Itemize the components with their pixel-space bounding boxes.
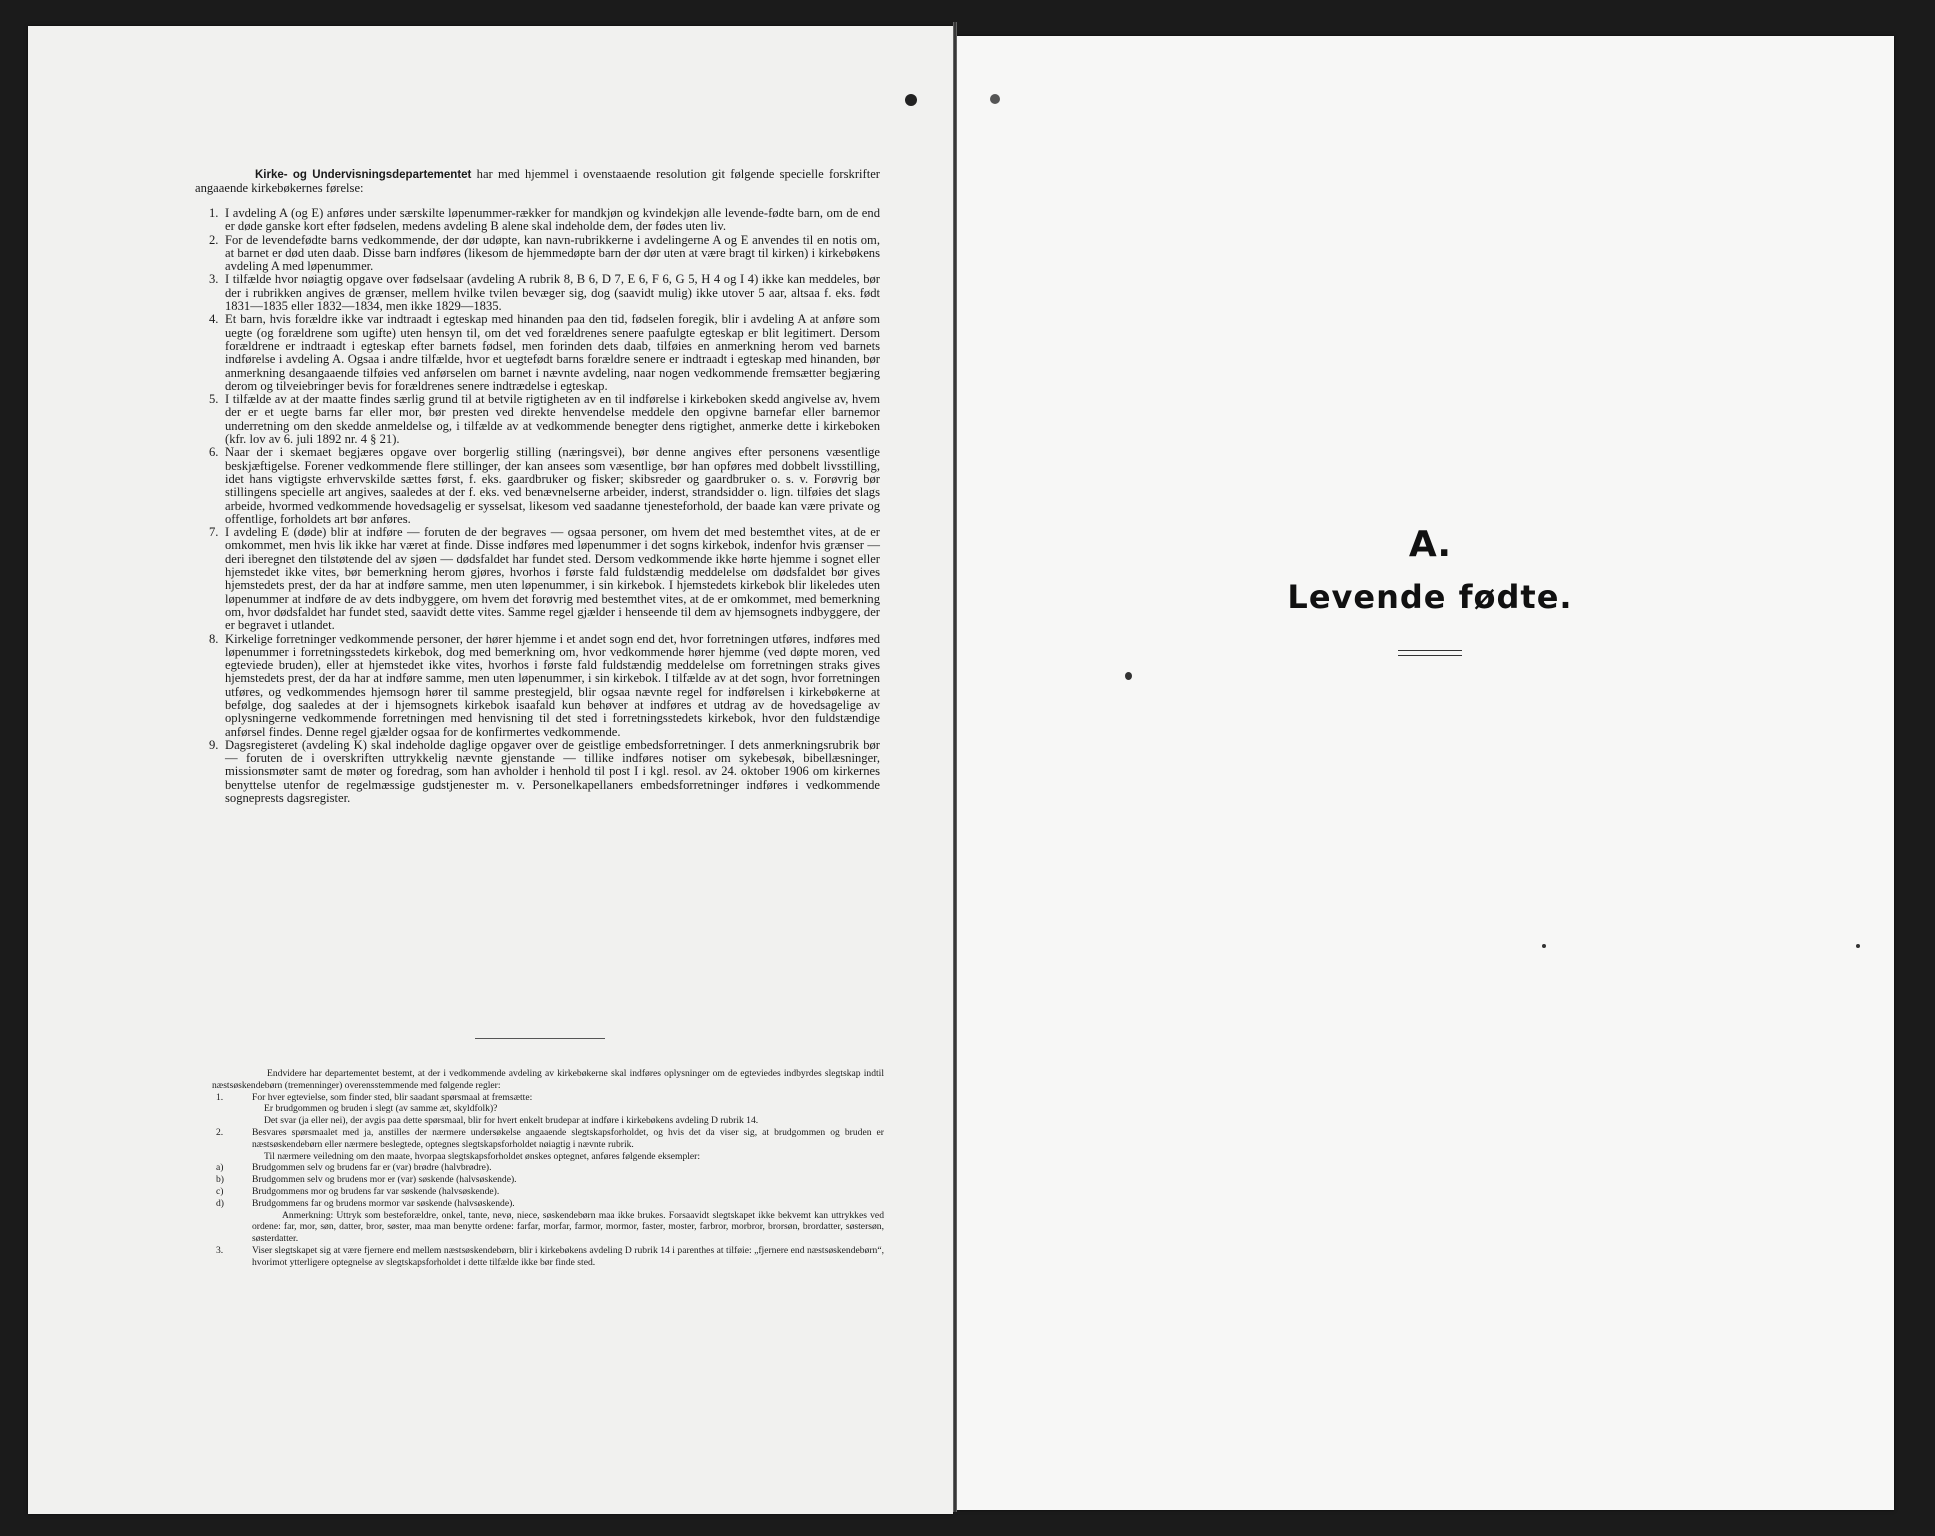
rule-text: I avdeling A (og E) anføres under særskilte løpenummer-rækker for mandkjøn og kvindekjøn alle levende-fødte barn, om de end er døde ganske kort efter fødselen, medens avdeling B alene skal indeholde dem, der fødes uten liv. <box>225 206 880 234</box>
ink-speck <box>1125 672 1132 680</box>
binding-hole-right <box>990 94 1000 104</box>
kinship-answer-note: Det svar (ja eller nei), der avgis paa dette spørsmaal, blir for hvert enkelt brudepar at indføre i kirkebøkens avdeling D rubrik 14. <box>264 1115 759 1127</box>
example-letter: b) <box>216 1174 224 1186</box>
rule-number: 7. <box>209 525 219 540</box>
kinship-examples-intro: Til nærmere veiledning om den maate, hvorpaa slegtskapsforholdet ønskes optegnet, anføres følgende eksempler: <box>264 1150 701 1162</box>
rule-item <box>195 633 880 739</box>
rule-number: 8. <box>209 631 219 646</box>
kinship-example <box>212 1186 884 1198</box>
rule-item <box>195 446 880 526</box>
title-underline <box>1398 650 1462 651</box>
intro-paragraph <box>195 168 880 196</box>
rule-number: 1. <box>209 206 219 220</box>
rule-item <box>195 393 880 446</box>
rules-list <box>195 207 880 805</box>
rule-text: I avdeling E (døde) blir at indføre — foruten de der begraves — ogsaa personer, om hvem det med bestemthet vites, at de er omkommet, men hvis lik ikke har været at finde. Disse indføres med løpenummer i det sogns kirkebok, indenfor hvis grænser — deri iberegnet den tilstøtende del av sjøen — dødsfaldet har fundet sted. Dersom vedkommende ikke hørte hjemme i sognet eller hjemstedet ikke vites, bør bemerkning herom gjøres, hvorhos i første fald fuldstændig meddelelse om dødsfaldet bør gives hjemstedets prest, der da har at indføre samme, men uten løpenummer, i sin kirkebok. I hjemstedets kirkebok blir likeledes uten løpenummer at indføre de av dets indbyggere, om hvem det forøvrig med bestemthet vites, at de er omkommet, med bemerkning om, hvor dødsfaldet har fundet sted, saavidt dette vites. Samme regel gjælder i henseende til dem av hjemsognets indbyggere, der er begravet i utlandet. <box>225 525 880 633</box>
section-letter: A. <box>1408 524 1452 565</box>
intro-text: har med hjemmel i ovenstaaende resolution git følgende specielle forskrifter angaaende kirkebøkernes førelse: <box>195 167 880 196</box>
kinship-rule-text: Besvares spørsmaalet med ja, anstilles der nærmere undersøkelse angaaende slegtskapsforholdet, og hvis det da viser sig, at brudgommen og bruden er næstsøskendebørn eller nærmere beslegtede, optegnes slegtskapsforholdet nøiagtig i nævnte rubrik. <box>252 1126 884 1150</box>
rule-text: Et barn, hvis forældre ikke var indtraadt i egteskap med hinanden paa den tid, fødselen foregik, blir i avdeling A at anføre som uegte (og forældrene som ugifte) uten hensyn til, om det ved forældrenes senere paafulgte egteskap er blit legitimert. Dersom forældrene er indtraadt i egteskap efter barnets fødsel, men forinden dets daab, tilføies en anmerkning herom ved barnets indførelse i avdeling A. Ogsaa i andre tilfælde, hvor et uegtefødt barns forældre senere er indtraadt i egteskap med hinanden, bør anmerkning desangaaende tilføies ved anførselen om barnet i nævnte avdeling, naar nogen vedkommende fremsætter begjæring derom og tilveiebringer bevis for forældrenes senere indtrædelse i egteskap. <box>225 312 880 393</box>
ink-speck <box>1542 944 1546 948</box>
right-page <box>956 36 1894 1510</box>
rule-number: 9. <box>209 737 219 752</box>
rule-item <box>195 313 880 393</box>
kinship-rules <box>212 1068 884 1269</box>
ink-speck <box>1856 944 1860 948</box>
kinship-example <box>212 1174 884 1186</box>
example-letter: c) <box>216 1185 224 1197</box>
kinship-rule-text: Viser slegtskapet sig at være fjernere end mellem næstsøskendebørn, blir i kirkebøkens avdeling D rubrik 14 i parenthes at tilføie: „fjernere end næstsøskendebørn“, hvorimot ytterligere optegnelse av slegtskapsforholdet i dette tilfælde ikke bør finde sted. <box>252 1244 884 1268</box>
rule-item <box>195 234 880 274</box>
department-name: Kirke- og Undervisningsdepartementet <box>255 169 472 181</box>
section-divider <box>475 1038 605 1039</box>
kinship-example <box>212 1198 884 1210</box>
rule-text: Dagsregisteret (avdeling K) skal indeholde daglige opgaver over de geistlige embedsforretninger. I dets anmerkningsrubrik bør — foruten de i overskriften uttrykkelig nævnte gjenstande — tillike indføres notiser om sykebesøk, bibellæsninger, missionsmøter samt de møter og foredrag, som han avholder i henhold til post I i kgl. resol. av 24. oktober 1906 om kirkernes benyttelse utenfor de regelmæssige gudstjenester m. v. Personelkapellaners embedsforretninger indføres i vedkommende sogneprests dagsregister. <box>225 737 880 806</box>
rule-item <box>195 739 880 805</box>
title-underline <box>1398 655 1462 656</box>
kinship-rule-number: 1. <box>216 1091 224 1103</box>
rule-number: 5. <box>209 392 219 407</box>
book-gutter <box>953 22 957 1512</box>
rule-number: 6. <box>209 445 219 460</box>
rule-text: Naar der i skemaet begjæres opgave over borgerlig stilling (næringsvei), bør denne angives efter personens væsentlige beskjæftigelse. Forener vedkommende flere stillinger, der kan ansees som væsentlige, bør han opføres med dobbelt livsstilling, idet hans vigtigste erhvervskilde sættes først, f. eks. gaardbruker og fisker; skibsreder og gaardbruker o. s. v. Forøvrig bør stillingens specielle art angives, saaledes at der f. eks. ved benævnelserne arbeider, inderst, strandsidder o. lign. tilføies det slags arbeide, hvormed vedkommende hovedsagelig er sysselsat, likesom ved saadanne tjenesteforhold, der baade kan være private og offentlige, forholdets art bør anføres. <box>225 445 880 526</box>
rule-text: For de levendefødte barns vedkommende, der dør udøpte, kan navn-rubrikkerne i avdelingerne A og E anvendes til en notis om, at barnet er død uten daab. Disse barn indføres (likesom de hjemmedøpte barn der dør uten at være bragt til kirken) i kirkebøkens avdeling A med løpenummer. <box>225 232 880 274</box>
kinship-rule-1 <box>212 1092 884 1104</box>
rule-item <box>195 526 880 632</box>
kinship-rule-number: 2. <box>216 1126 224 1138</box>
rule-item <box>195 207 880 234</box>
example-text: Brudgommen selv og brudens mor er (var) søskende (halvsøskende). <box>252 1174 517 1186</box>
kinship-rule-3 <box>212 1245 884 1269</box>
kinship-rule-text: For hver egtevielse, som finder sted, blir saadant spørsmaal at fremsætte: <box>252 1091 533 1103</box>
rule-text: I tilfælde av at der maatte findes særlig grund til at betvile rigtigheten av en til indførelse i kirkeboken skedd angivelse av, hvem der er et uegte barns far eller mor, bør presten ved direkte henvendelse meddele den opgivne barnefar eller barnemor underretning om den skedde anmeldelse og, i tilfælde av at vedkommende benegter dens rigtighet, anmerke dette i kirkeboken (kfr. lov av 6. juli 1892 nr. 4 § 21). <box>225 392 880 447</box>
example-letter: d) <box>216 1197 224 1209</box>
kinship-example <box>212 1162 884 1174</box>
section-title: Levende fødte. <box>1287 578 1573 616</box>
rule-text: I tilfælde hvor nøiagtig opgave over fødselsaar (avdeling A rubrik 8, B 6, D 7, E 6, F 6, G 5, H 4 og I 4) ikke kan meddeles, bør der i rubrikken angives de grænser, mellem hvilke tvilen bevæger sig, dog (saavidt mulig) ikke utover 5 aar, altsaa f. eks. født 1831—1835 eller 1832—1834, men ikke 1829—1835. <box>225 272 880 314</box>
kinship-question: Er brudgommen og bruden i slegt (av samme æt, skyldfolk)? <box>264 1103 498 1115</box>
kinship-remark: Anmerkning: Uttryk som besteforældre, onkel, tante, nevø, niece, søskendebørn maa ikke brukes. Forsaavidt slegtskapet ikke bekvemt kan uttrykkes ved ordene: far, mor, søn, datter, bror, søster, maa man benytte ordene: farfar, morfar, farmor, mormor, faster, moster, farbror, morbror, brorsøn, brordatter, søstersøn, søsterdatter. <box>252 1209 884 1245</box>
example-text: Brudgommens far og brudens mormor var søskende (halvsøskende). <box>252 1197 515 1209</box>
kinship-rule-2 <box>212 1127 884 1151</box>
example-letter: a) <box>216 1162 224 1174</box>
rule-number: 3. <box>209 272 219 287</box>
kinship-rule-number: 3. <box>216 1244 224 1256</box>
example-text: Brudgommens mor og brudens far var søskende (halvsøskende). <box>252 1185 500 1197</box>
binding-hole-left <box>905 94 917 106</box>
rule-number: 4. <box>209 312 219 327</box>
kinship-intro: Endvidere har departementet bestemt, at der i vedkommende avdeling av kirkebøkerne skal indføres oplysninger om de egteviedes indbyrdes slegtskap indtil næstsøskendebørn (tremenninger) overensstemmende med følgende regler: <box>212 1068 884 1091</box>
example-text: Brudgommen selv og brudens far er (var) brødre (halvbrødre). <box>252 1162 492 1174</box>
rule-text: Kirkelige forretninger vedkommende personer, der hører hjemme i et andet sogn end det, hvor forretningen utføres, indføres med løpenummer i forretningsstedets kirkebok, dog med bemerkning om, hvor vedkommende hører hjemme (ved døpte moren, ved egteviede bruden), eller at hjemstedet ikke vites, hvorhos i første fald fuldstændig meddelelse om forretningen straks gives hjemstedets prest, der da har at indføre samme, men uten løpenummer, i sin kirkebok. I tilfælde av at det sogn, hvor forretningen utføres, og vedkommendes hjemsogn hører til samme prestegjeld, blir ogsaa nævnte regel for indførelsen i kirkebøkerne at befølge, dog saaledes at der i hjemsognets kirkebok isaafald kun behøver at indføres et utdrag av de hovedsagelige av oplysningerne vedkommende forretningen med henvisning til det sted i forretningsstedets kirkebok, hvor den fuldstændige anførsel findes. Denne regel gjælder ogsaa for de konfirmertes vedkommende. <box>225 631 880 739</box>
rule-number: 2. <box>209 232 219 247</box>
rule-item <box>195 273 880 313</box>
